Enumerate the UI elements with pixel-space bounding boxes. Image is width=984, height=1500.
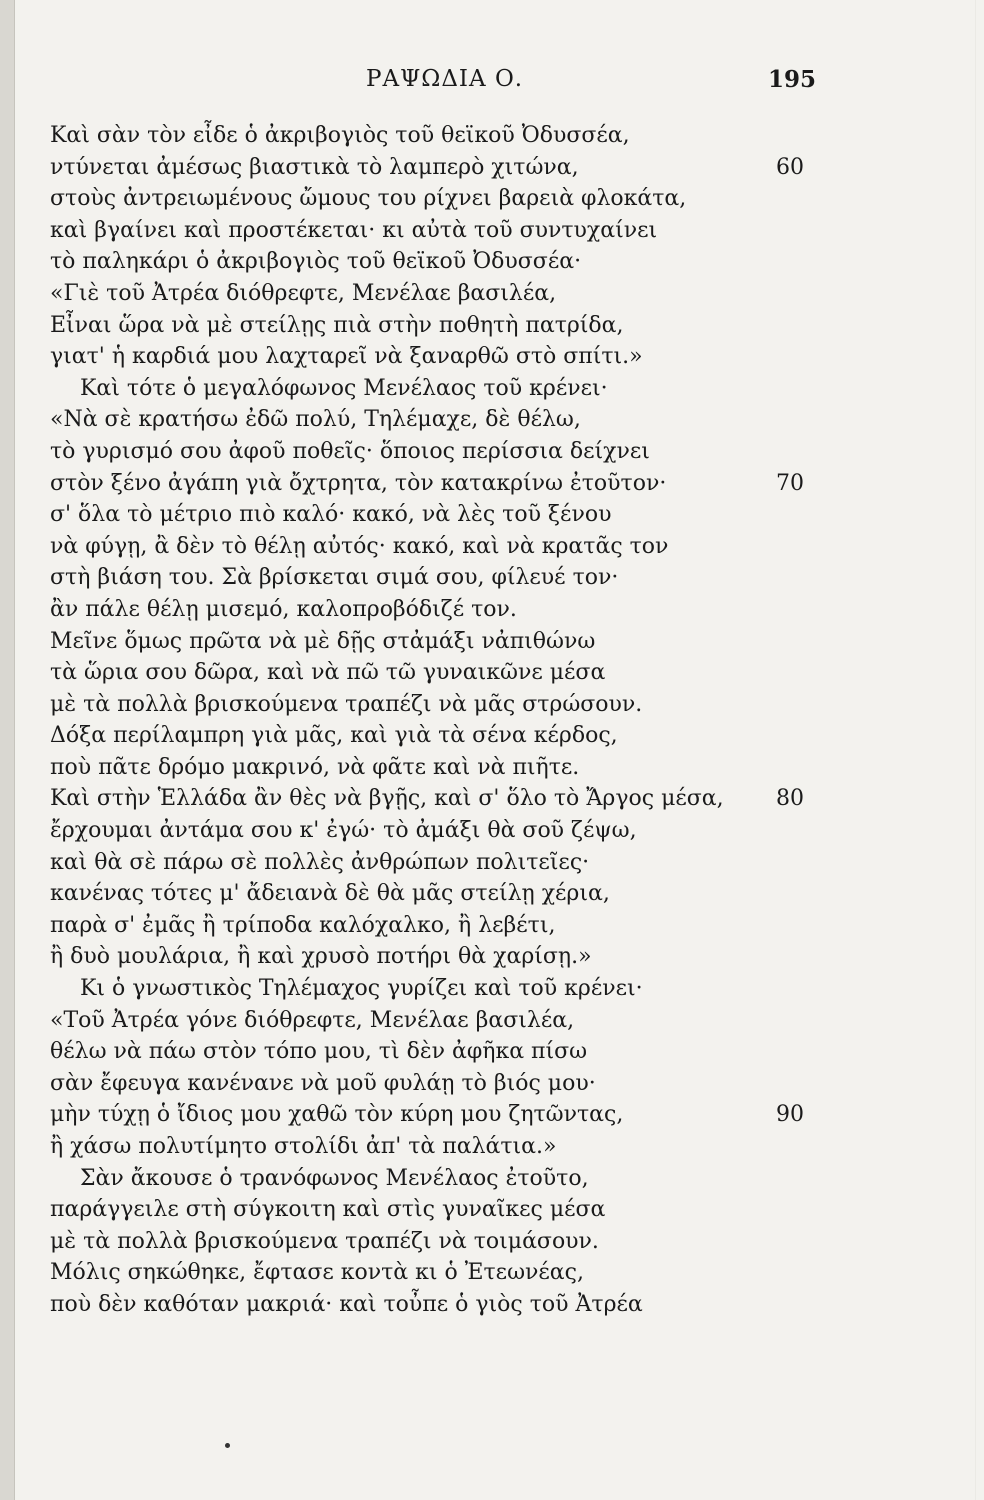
verse-text: τὸ γυρισμό σου ἀφοῦ ποθεῖς· ὅποιος περίσσια δείχνει	[50, 438, 650, 464]
verse-text: Εἶναι ὥρα νὰ μὲ στείλῃς πιὰ στὴν ποθητὴ πατρίδα,	[50, 312, 624, 338]
verse-line	[0, 215, 984, 247]
verse-text: κανένας τότες μ' ἄδειανὰ δὲ θὰ μᾶς στείλῃ χέρια,	[50, 881, 610, 907]
verse-text: στοὺς ἀντρειωμένους ὤμους του ρίχνει βαρειὰ φλοκάτα,	[50, 186, 687, 212]
line-number: 90	[776, 1102, 804, 1128]
verse-text: γιατ' ἡ καρδιά μου λαχταρεῖ νὰ ξαναρθῶ στὸ σπίτι.»	[50, 344, 643, 370]
verse-line	[0, 720, 984, 752]
verse-line	[0, 152, 984, 184]
verse-line	[0, 973, 984, 1005]
verse-line	[0, 436, 984, 468]
verse-line	[0, 120, 984, 152]
verse-line	[0, 657, 984, 689]
verse-text: μὲ τὰ πολλὰ βρισκούμενα τραπέζι νὰ μᾶς στρώσουν.	[50, 691, 643, 717]
verse-text: μὲ τὰ πολλὰ βρισκούμενα τραπέζι νὰ τοιμάσουν.	[50, 1228, 599, 1254]
verse-text: σὰν ἔφευγα κανένανε νὰ μοῦ φυλάῃ τὸ βιός μου·	[50, 1070, 596, 1096]
verse-text: ποὺ πᾶτε δρόμο μακρινό, νὰ φᾶτε καὶ νὰ πιῆτε.	[50, 754, 580, 780]
verse-text: παράγγειλε στὴ σύγκοιτη καὶ στὶς γυναῖκες μέσα	[50, 1197, 606, 1223]
line-number: 60	[776, 154, 804, 180]
verse-text: Μόλις σηκώθηκε, ἔφτασε κοντὰ κι ὁ Ἐτεωνέας,	[50, 1260, 584, 1286]
page-header	[0, 66, 984, 102]
verse-line	[0, 1068, 984, 1100]
verse-text: Καὶ στὴν Ἑλλάδα ἂν θὲς νὰ βγῇς, καὶ σ' ὅλο τὸ Ἄργος μέσα,	[50, 786, 724, 812]
verse-line	[0, 341, 984, 373]
verse-line	[0, 562, 984, 594]
verse-line	[0, 1194, 984, 1226]
verse-text: παρὰ σ' ἐμᾶς ἢ τρίποδα καλόχαλκο, ἢ λεβέτι,	[50, 912, 556, 938]
verse-text: καὶ βγαίνει καὶ προστέκεται· κι αὐτὰ τοῦ συντυχαίνει	[50, 217, 658, 243]
verse-text: τὰ ὥρια σου δῶρα, καὶ νὰ πῶ τῶ γυναικῶνε μέσα	[50, 660, 606, 686]
verse-text: σ' ὅλα τὸ μέτριο πιὸ καλό· κακό, νὰ λὲς τοῦ ξένου	[50, 502, 612, 528]
verse-line	[0, 404, 984, 436]
verse-text: «Νὰ σὲ κρατήσω ἐδῶ πολύ, Τηλέμαχε, δὲ θέλω,	[50, 407, 581, 433]
verse-line	[0, 847, 984, 879]
verse-line	[0, 1163, 984, 1195]
verse-text: θέλω νὰ πάω στὸν τόπο μου, τὶ δὲν ἀφῆκα πίσω	[50, 1039, 588, 1065]
verse-line	[0, 878, 984, 910]
verse-text: Σὰν ἄκουσε ὁ τρανόφωνος Μενέλαος ἐτοῦτο,	[80, 1165, 589, 1191]
verse-line	[0, 910, 984, 942]
verse-text: στὸν ξένο ἀγάπη γιὰ ὄχτρητα, τὸν κατακρίνω ἐτοῦτον·	[50, 470, 667, 496]
verse-line	[0, 1131, 984, 1163]
verse-line	[0, 246, 984, 278]
verse-text: στὴ βιάση του. Σὰ βρίσκεται σιμά σου, φίλευέ τον·	[50, 565, 619, 591]
page-number: 195	[768, 66, 817, 93]
verse-line	[0, 689, 984, 721]
verse-line	[0, 1099, 984, 1131]
verse-text: τὸ παληκάρι ὁ ἀκριβογιὸς τοῦ θεϊκοῦ Ὀδυσσέα·	[50, 249, 582, 275]
verse-line	[0, 1289, 984, 1321]
verse-text: νὰ φύγῃ, ἂ δὲν τὸ θέλῃ αὐτός· κακό, καὶ νὰ κρατᾶς τον	[50, 533, 669, 559]
verse-text: ποὺ δὲν καθόταν μακριά· καὶ τοὖπε ὁ γιὸς τοῦ Ἀτρέα	[50, 1291, 643, 1317]
line-number: 70	[776, 470, 804, 496]
verse-line	[0, 1036, 984, 1068]
verse-line	[0, 310, 984, 342]
verse-text: ντύνεται ἀμέσως βιαστικὰ τὸ λαμπερὸ χιτώνα,	[50, 154, 579, 180]
verse-text: ἂν πάλε θέλῃ μισεμό, καλοπροβόδιζέ τον.	[50, 596, 517, 622]
verse-line	[0, 594, 984, 626]
ink-dot	[225, 1443, 230, 1448]
verse-line	[0, 783, 984, 815]
verse-line	[0, 531, 984, 563]
running-title: ΡΑΨΩΔΙΑ Ο.	[366, 66, 524, 92]
verse-line	[0, 1257, 984, 1289]
verse-text: Κι ὁ γνωστικὸς Τηλέμαχος γυρίζει καὶ τοῦ κρένει·	[80, 976, 643, 1002]
verse-line	[0, 183, 984, 215]
verse-line	[0, 815, 984, 847]
verse-line	[0, 373, 984, 405]
verse-text: ἢ δυὸ μουλάρια, ἢ καὶ χρυσὸ ποτήρι θὰ χαρίσῃ.»	[50, 944, 592, 970]
verse-text: Καὶ τότε ὁ μεγαλόφωνος Μενέλαος τοῦ κρένει·	[80, 375, 608, 401]
verse-text: Δόξα περίλαμπρη γιὰ μᾶς, καὶ γιὰ τὰ σένα κέρδος,	[50, 723, 618, 749]
verse-line	[0, 499, 984, 531]
verse-text: μὴν τύχῃ ὁ ἴδιος μου χαθῶ τὸν κύρη μου ζητῶντας,	[50, 1102, 624, 1128]
verse-line	[0, 1005, 984, 1037]
verse-line	[0, 752, 984, 784]
verse-line	[0, 468, 984, 500]
verse-text: «Τοῦ Ἀτρέα γόνε διόθρεφτε, Μενέλαε βασιλέα,	[50, 1007, 575, 1033]
verse-text: «Γιὲ τοῦ Ἀτρέα διόθρεφτε, Μενέλαε βασιλέα,	[50, 280, 557, 306]
verse-text: ἢ χάσω πολυτίμητο στολίδι ἀπ' τὰ παλάτια.»	[50, 1134, 557, 1159]
verse-line	[0, 1226, 984, 1258]
verse-line	[0, 626, 984, 658]
verse-text: Καὶ σὰν τὸν εἶδε ὁ ἀκριβογιὸς τοῦ θεϊκοῦ Ὀδυσσέα,	[50, 123, 630, 148]
verse-line	[0, 278, 984, 310]
verse-text: ἔρχουμαι ἀντάμα σου κ' ἐγώ· τὸ ἀμάξι θὰ σοῦ ζέψω,	[50, 818, 637, 844]
verse-line	[0, 941, 984, 973]
line-number: 80	[776, 786, 804, 812]
verse-text: καὶ θὰ σὲ πάρω σὲ πολλὲς ἀνθρώπων πολιτεῖες·	[50, 849, 590, 875]
poem-text	[0, 120, 984, 1321]
verse-text: Μεῖνε ὅμως πρῶτα νὰ μὲ δῇς στἀμάξι νἀπιθώνω	[50, 628, 596, 654]
